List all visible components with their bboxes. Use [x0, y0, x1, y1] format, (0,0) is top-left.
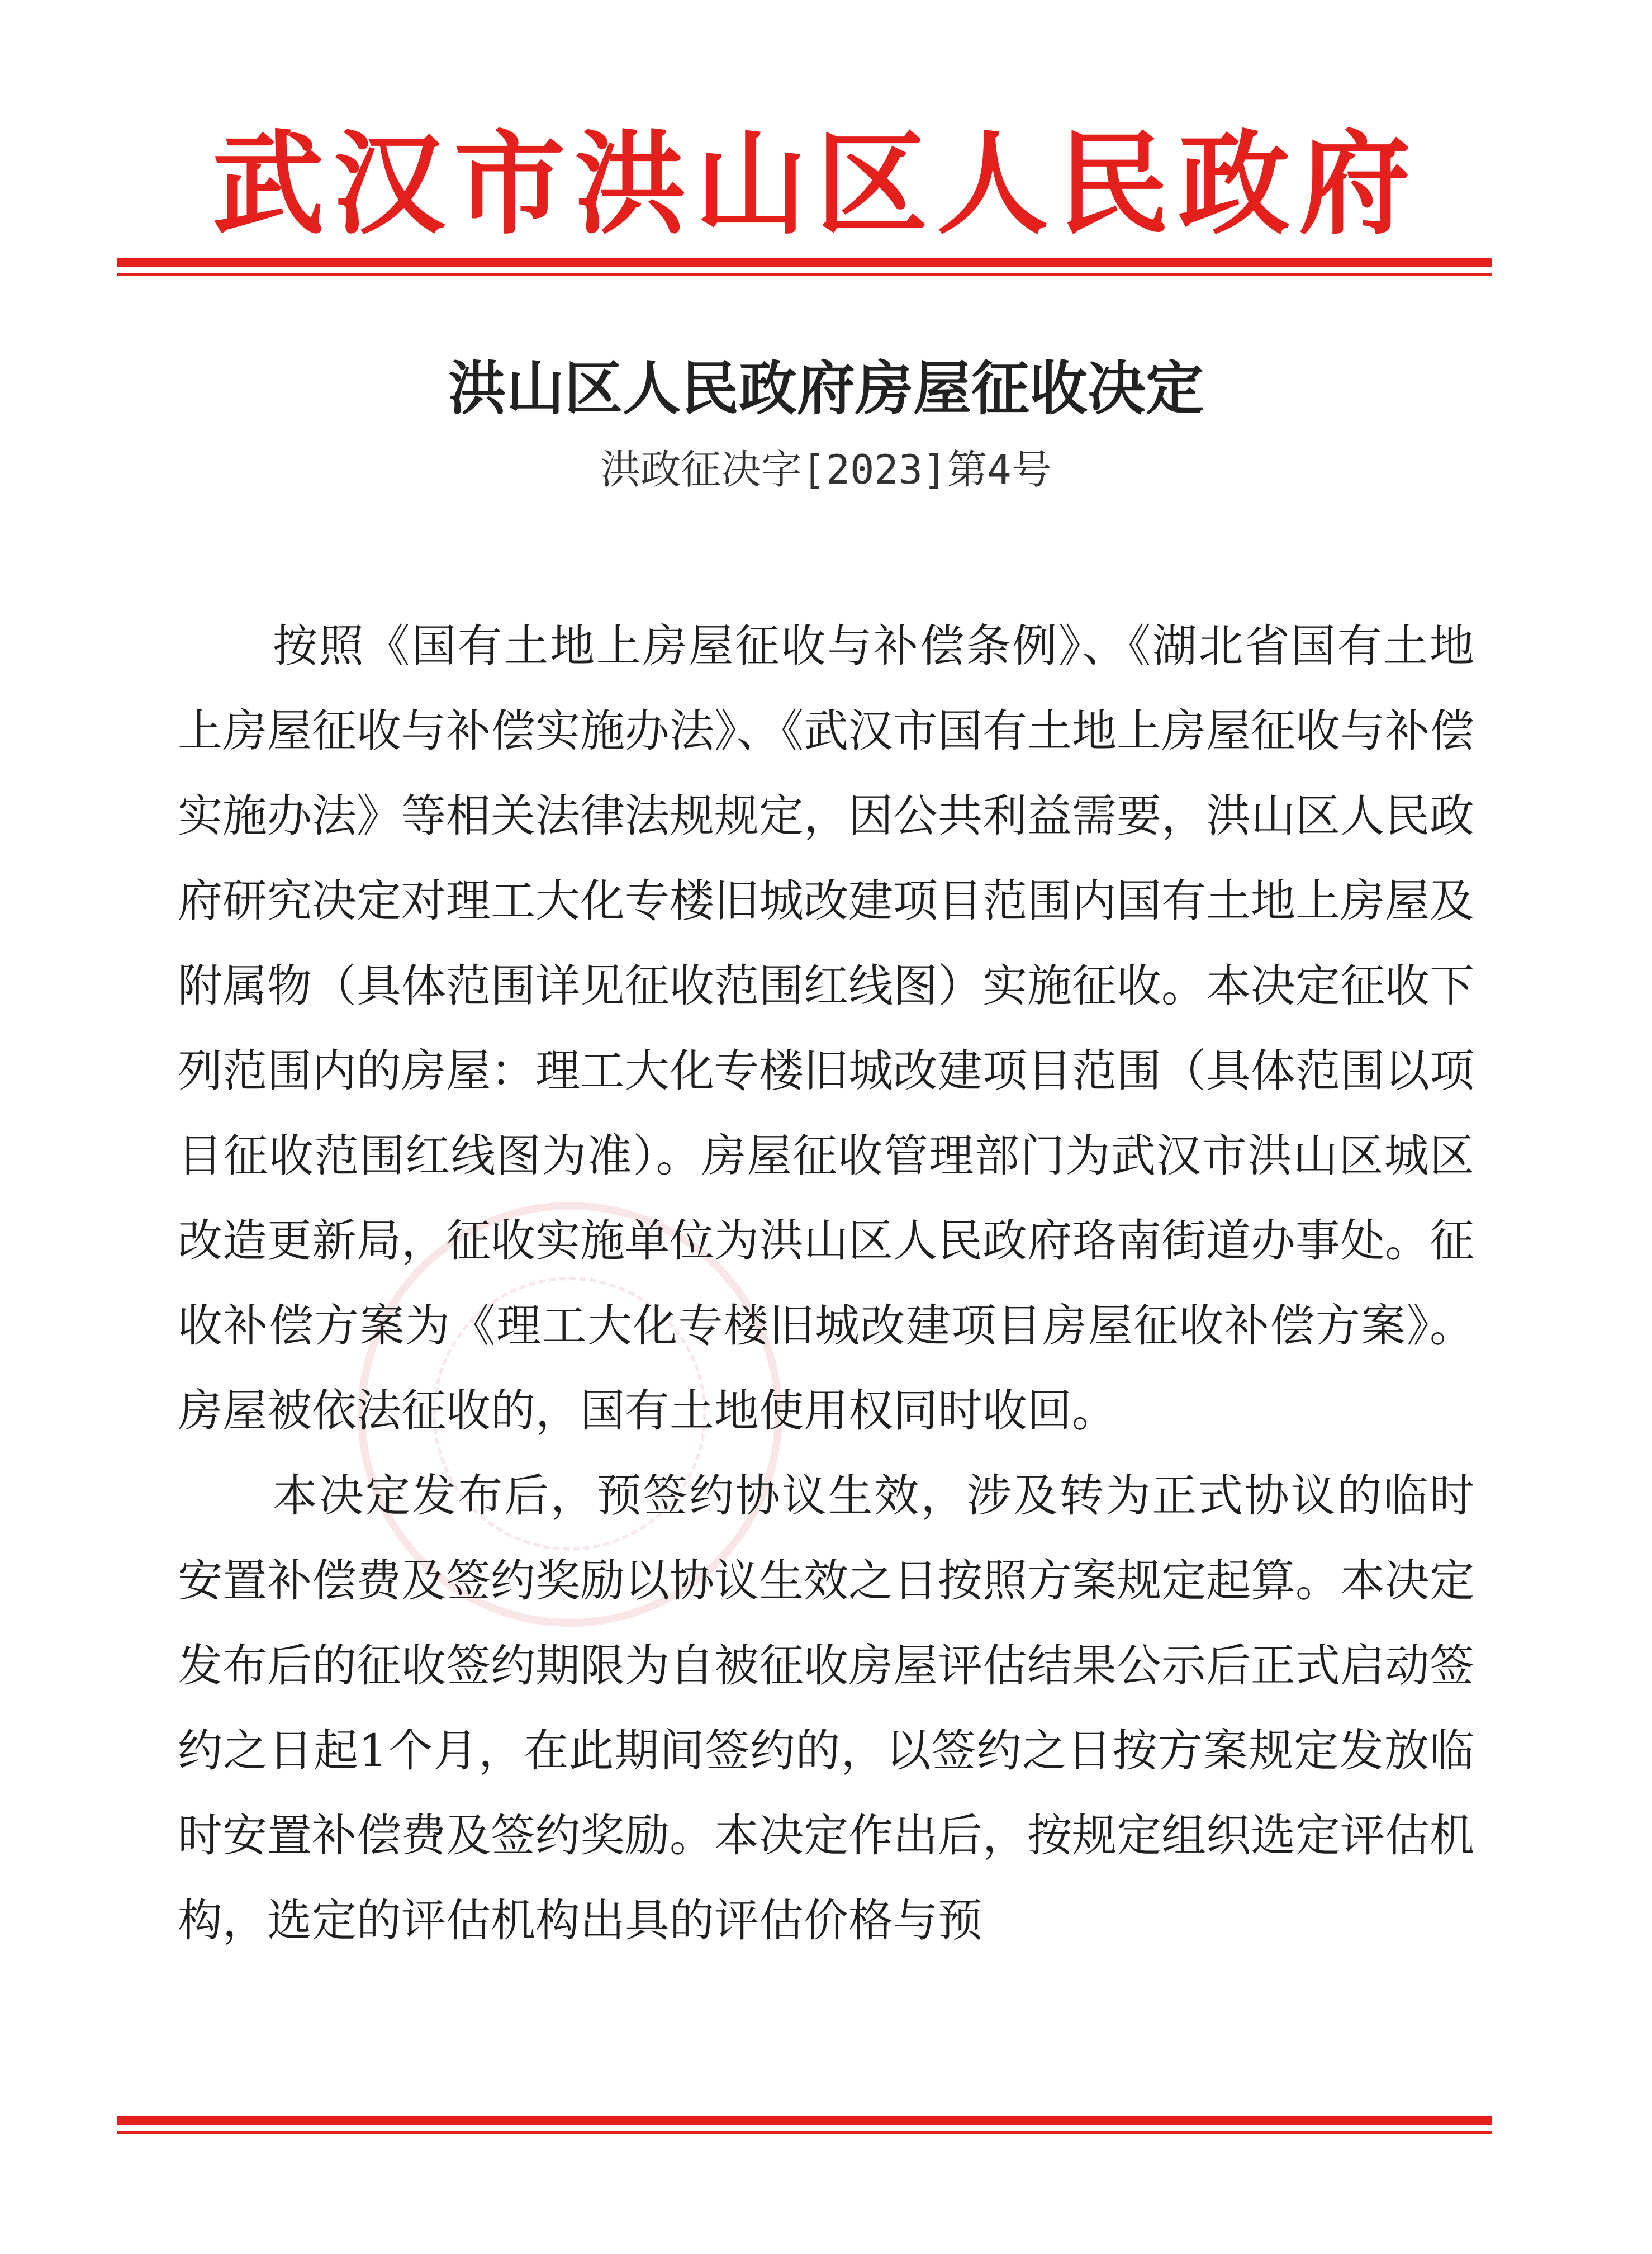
document-title: 洪山区人民政府房屋征收决定 — [448, 354, 1204, 423]
document-number: 洪政征决字[2023]第4号 — [600, 446, 1052, 493]
issuer-heading: 武汉市洪山区人民政府 — [212, 119, 1420, 250]
footer-red-rule — [117, 2116, 1492, 2125]
body-paragraph-1: 按照《国有土地上房屋征收与补偿条例》、《湖北省国有土地上房屋征收与补偿实施办法》、《武汉市国有土地上房屋征收与补偿实施办法》等相关法律法规规定，因公共利益需要，洪山区人民政府研究决定对理工大化专楼旧城改建项目范围内国有土地上房屋及附属物（具体范围详见征收范围红线图）实施征收。本决定征收下列范围内的房屋：理工大化专楼旧城改建项目范围（具体范围以项目征收范围红线图为准）。房屋征收管理部门为武汉市洪山区城区改造更新局，征收实施单位为洪山区人民政府珞南街道办事处。征收补偿方案为《理工大化专楼旧城改建项目房屋征收补偿方案》。房屋被依法征收的，国有土地使用权同时收回。 — [178, 620, 1474, 1437]
header-red-rule — [117, 258, 1492, 267]
document-body — [178, 604, 1474, 1963]
header-red-rule-thin — [117, 273, 1492, 276]
body-paragraph-2: 本决定发布后，预签约协议生效，涉及转为正式协议的临时安置补偿费及签约奖励以协议生效之日按照方案规定起算。本决定发布后的征收签约期限为自被征收房屋评估结果公示后正式启动签约之日起1个月，在此期间签约的，以签约之日按方案规定发放临时安置补偿费及签约奖励。本决定作出后，按规定组织选定评估机构，选定的评估机构出具的评估价格与预 — [178, 1470, 1474, 1947]
footer-red-rule-thin — [117, 2131, 1492, 2134]
